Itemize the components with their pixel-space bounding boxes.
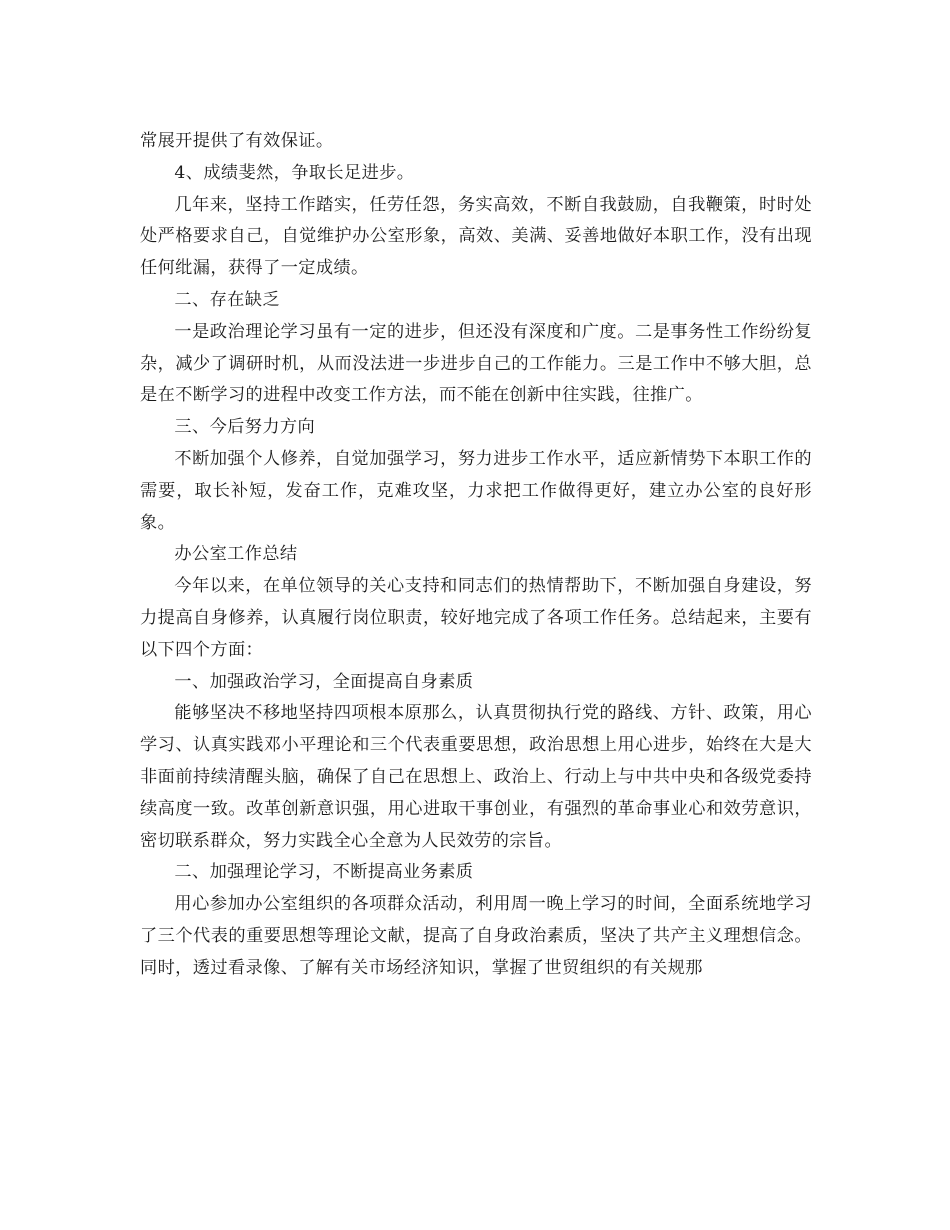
paragraph-1: 常展开提供了有效保证。 bbox=[140, 131, 334, 151]
paragraph-13: 用心参加办公室组织的各项群众活动，利用周一晚上学习的时间，全面系统地学习了三个代表的重要思想等理论文献，提高了自身政治素质，坚决了共产主义理想信念。同时，透过看录像、了解有关市场经济知识，掌握了世贸组织的有关规那 bbox=[140, 894, 812, 978]
section-heading-political-study: 一、加强政治学习，全面提高自身素质 bbox=[174, 671, 474, 692]
paragraph-3: 几年来，坚持工作踏实，任劳任怨，务实高效，不断自我鼓励，自我鞭策，时时处处严格要求自己，自觉维护办公室形象，高效、美满、妥善地做好本职工作，没有出现任何纰漏，获得了一定成绩。 bbox=[140, 194, 812, 279]
section-heading-theory-study: 二、加强理论学习，不断提高业务素质 bbox=[174, 862, 474, 883]
section-heading-shortcomings: 二、存在缺乏 bbox=[174, 289, 280, 310]
document-body bbox=[140, 126, 812, 985]
paragraph-2: 4、成绩斐然，争取长足进步。 bbox=[174, 162, 415, 183]
document-title: 办公室工作总结 bbox=[174, 544, 298, 565]
paragraph-5: 一是政治理论学习虽有一定的进步，但还没有深度和广度。二是事务性工作纷纷复杂，减少了调研时机，从而没法进一步进步自己的工作能力。三是工作中不够大胆，总是在不断学习的进程中改变工作方法，而不能在创新中往实践，往推广。 bbox=[140, 321, 812, 406]
paragraph-9: 今年以来，在单位领导的关心支持和同志们的热情帮助下，不断加强自身建设，努力提高自身修养，认真履行岗位职责，较好地完成了各项工作任务。总结起来，主要有以下四个方面： bbox=[140, 576, 812, 660]
paragraph-11: 能够坚决不移地坚持四项根本原那么，认真贯彻执行党的路线、方针、政策，用心学习、认真实践邓小平理论和三个代表重要思想，政治思想上用心进步，始终在大是大非面前持续清醒头脑，确保了自己在思想上、政治上、行动上与中共中央和各级党委持续高度一致。改革创新意识强，用心进取干事创业，有强烈的革命事业心和效劳意识，密切联系群众，努力实践全心全意为人民效劳的宗旨。 bbox=[140, 703, 812, 851]
paragraph-7: 不断加强个人修养，自觉加强学习，努力进步工作水平，适应新情势下本职工作的需要，取长补短，发奋工作，克难攻坚，力求把工作做得更好，建立办公室的良好形象。 bbox=[140, 448, 812, 533]
section-heading-future-direction: 三、今后努力方向 bbox=[174, 417, 316, 438]
